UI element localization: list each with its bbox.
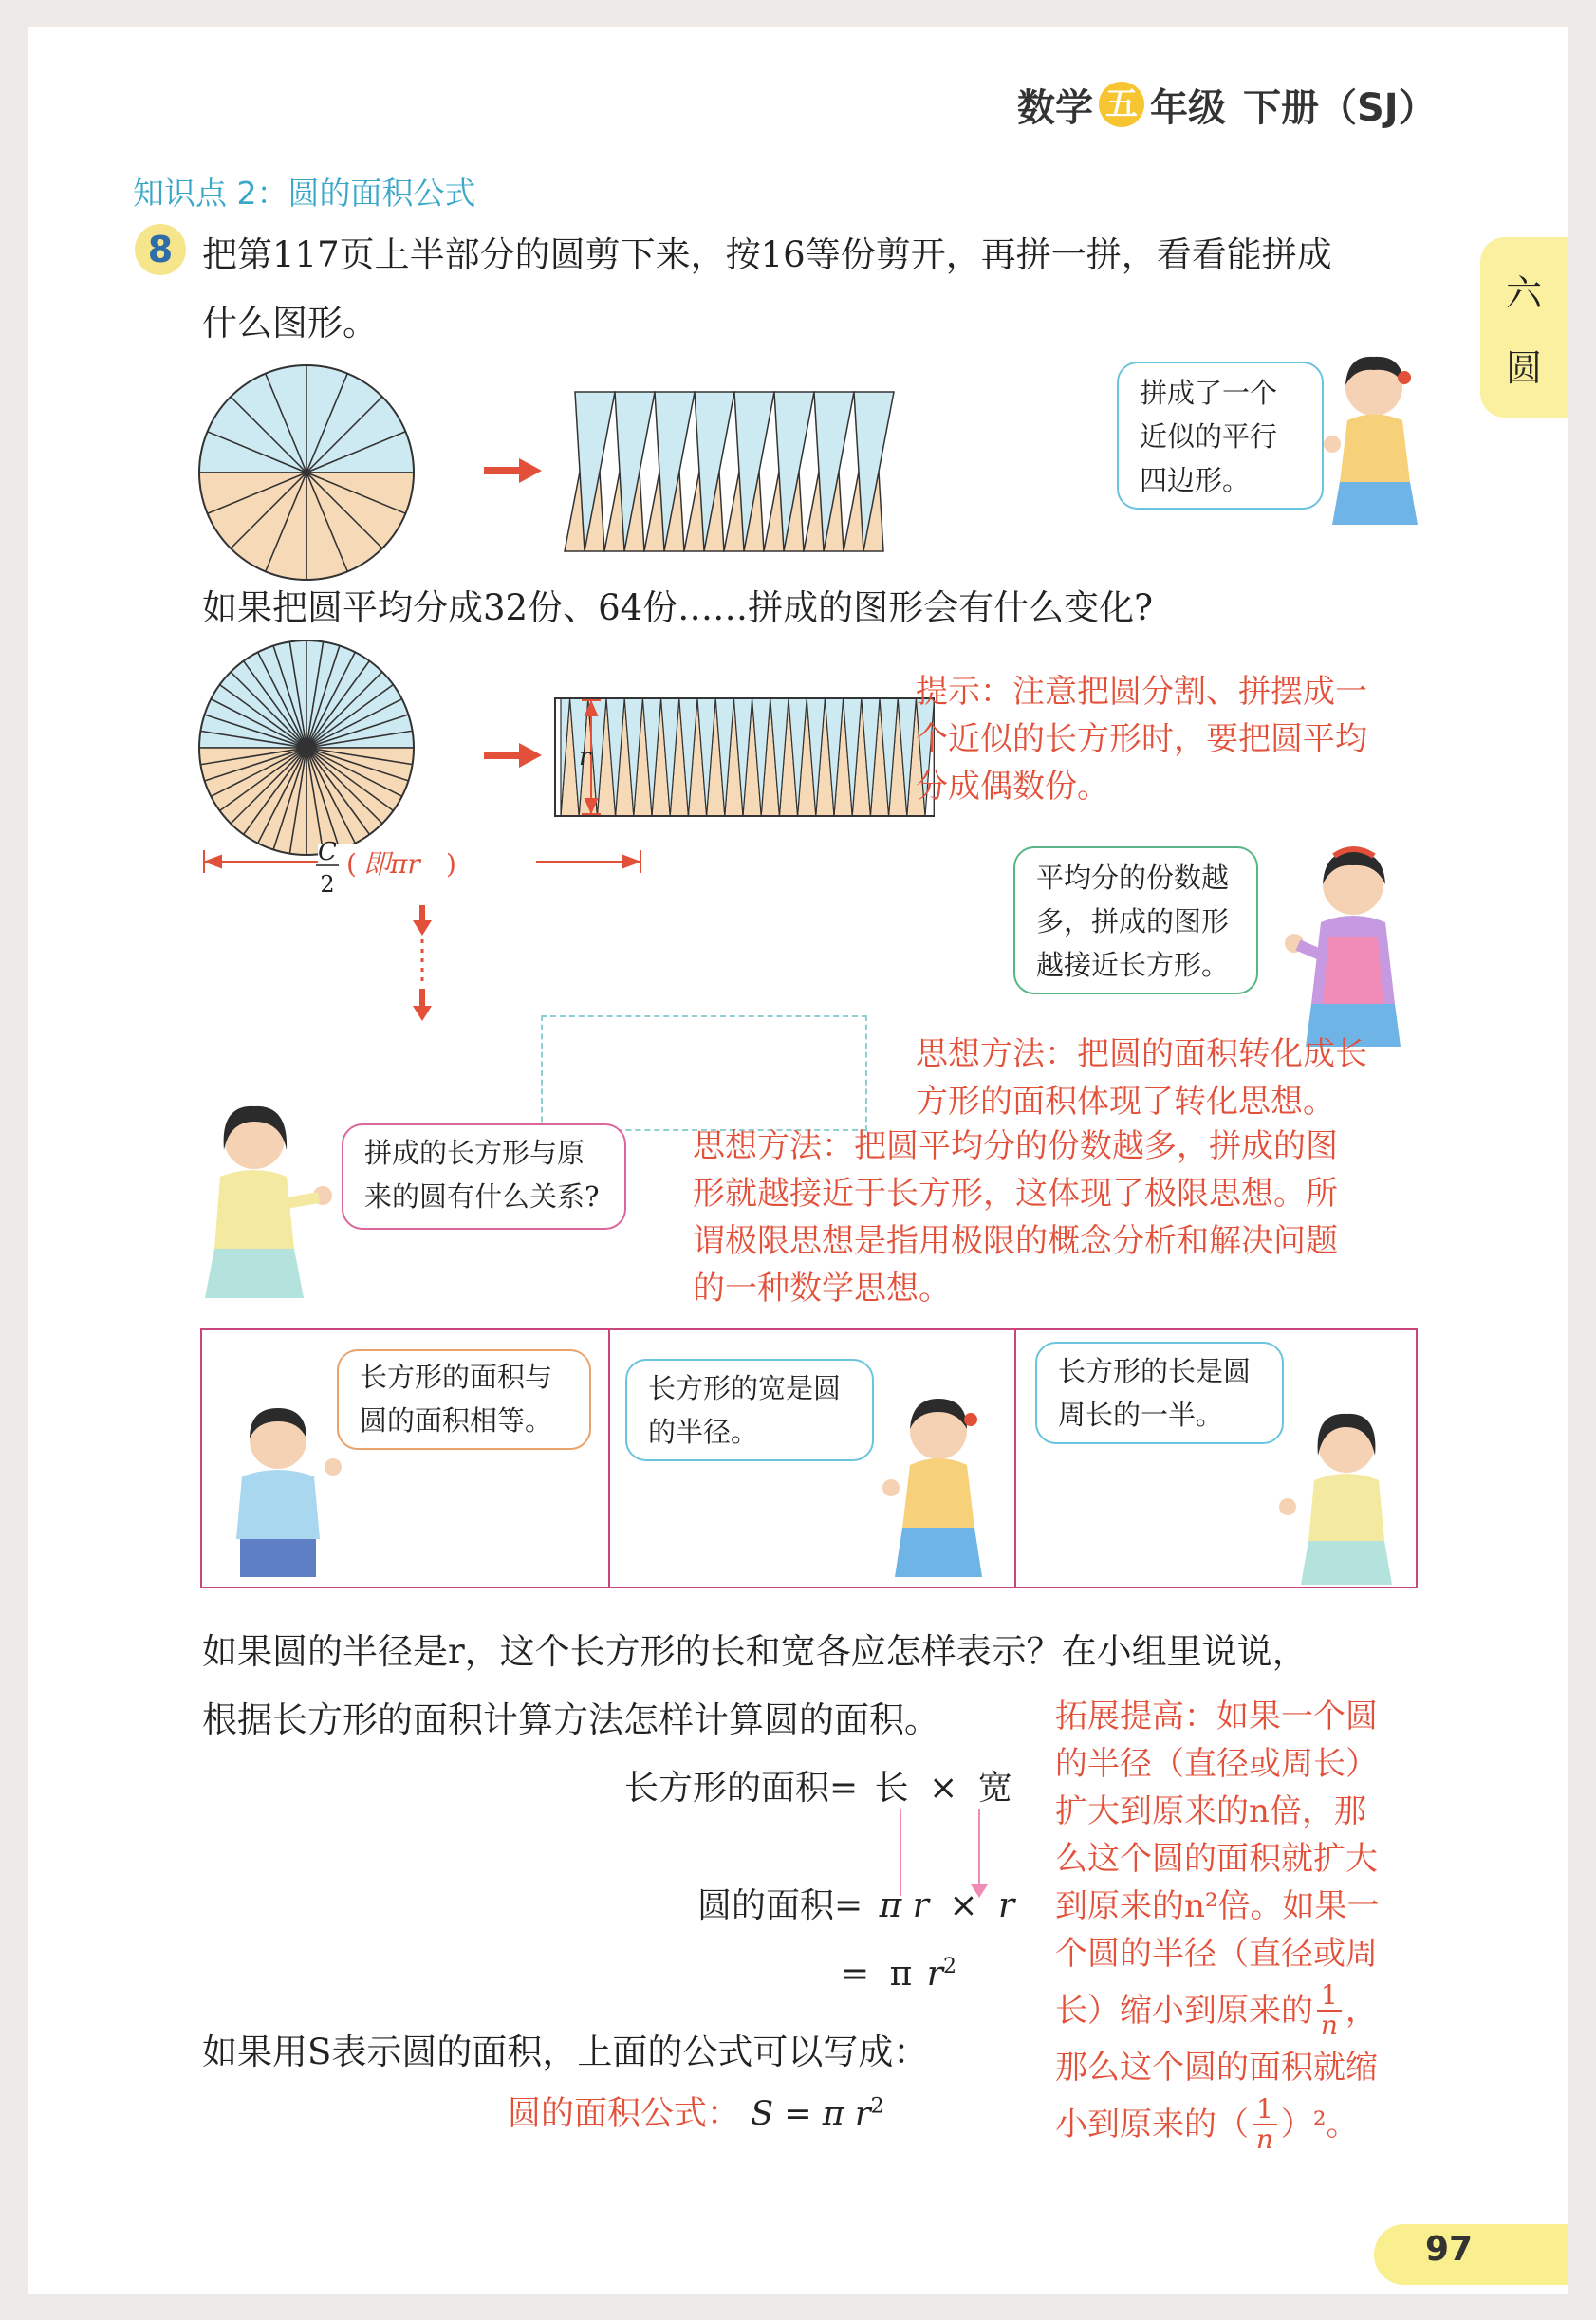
formula-times-2: × — [949, 1886, 978, 1925]
method-2-line: 谓极限思想是指用极限的概念分析和解决问题 — [693, 1222, 1338, 1260]
question-3-line-2: 根据长方形的面积计算方法怎样计算圆的面积。 — [202, 1699, 939, 1740]
question-4: 如果用S表示圆的面积，上面的公式可以写成： — [202, 2032, 929, 2072]
formula-circle-area — [697, 1879, 1014, 1927]
extension-line: 个圆的半径（直径或周 — [1055, 1935, 1378, 1973]
girl-illustration-1 — [1319, 349, 1433, 529]
base-label-paren-close: ) — [446, 848, 456, 880]
question-3-line-1: 如果圆的半径是r，这个长方形的长和宽各应怎样表示？在小组里说说， — [202, 1631, 1308, 1672]
hint-line: 个近似的长方形时，要把圆平均 — [916, 720, 1367, 758]
radius-label: r — [579, 743, 591, 771]
header-grade: 年级 — [1150, 85, 1226, 130]
panel-bubble-3 — [1035, 1342, 1284, 1444]
bubble-parallelogram — [1117, 362, 1324, 510]
formula-rect-label: 长方形的面积= — [624, 1769, 859, 1808]
formula-circle-label: 圆的面积= — [697, 1886, 863, 1925]
question-number: 8 — [135, 224, 186, 275]
method-1-line: 思想方法：把圆的面积转化成长 — [916, 1035, 1367, 1073]
bubble-line: 的半径。 — [648, 1416, 759, 1448]
bubble-more-parts — [1013, 846, 1258, 994]
extension-line: 拓展提高：如果一个圆 — [1055, 1698, 1378, 1735]
parallelogram-16 — [565, 392, 894, 551]
girl-illustration-4 — [876, 1387, 999, 1587]
hint-line: 分成偶数份。 — [916, 768, 1109, 806]
grade-badge: 五 — [1099, 82, 1144, 127]
extension-note — [1055, 1693, 1473, 2158]
fraction-numerator: 1 — [1317, 1981, 1342, 2012]
base-label-paren-open: ( — [346, 848, 357, 880]
method-1 — [916, 1030, 1485, 1125]
bubble-line: 圆的面积相等。 — [360, 1404, 553, 1437]
base-label-numerator: C — [318, 838, 337, 866]
circle-32-sectors — [199, 640, 414, 855]
formula-pi: π — [889, 1955, 913, 1994]
method-2-line: 形就越接近于长方形，这体现了极限思想。所 — [693, 1175, 1338, 1213]
hint-text — [916, 668, 1447, 810]
bubble-relation — [342, 1123, 626, 1230]
extension-line-7: 长）缩小到原来的 — [1055, 1992, 1313, 2030]
extension-line: 扩大到原来的n倍，那 — [1055, 1792, 1366, 1830]
connector-width — [978, 1809, 980, 1886]
formula-width: 宽 — [977, 1769, 1012, 1808]
question-2: 如果把圆平均分成32份、64份……拼成的图形会有什么变化? — [202, 587, 1153, 628]
fraction-numerator: 1 — [1253, 2095, 1277, 2125]
girl-illustration-5 — [1274, 1402, 1407, 1588]
bubble-line: 近似的平行 — [1140, 420, 1278, 453]
base-label-denominator: 2 — [320, 871, 335, 898]
bubble-line: 多，拼成的图形 — [1036, 905, 1230, 937]
fraction-denominator: n — [1255, 2124, 1273, 2155]
fraction-denominator: n — [1320, 2010, 1338, 2041]
bubble-line: 拼成了一个 — [1140, 377, 1278, 409]
formula-eq: = — [841, 1955, 870, 1994]
chapter-number: 六 — [1505, 272, 1542, 314]
extension-line: 到原来的n²倍。如果一 — [1055, 1887, 1380, 1925]
fraction-1-over-n — [1317, 1981, 1342, 2040]
bubble-line: 平均分的份数越 — [1036, 862, 1230, 894]
question-line-2: 什么图形。 — [202, 303, 378, 343]
bubble-line: 四边形。 — [1140, 464, 1251, 496]
girl-illustration-3 — [192, 1097, 343, 1306]
boy-illustration — [212, 1397, 354, 1587]
panel-divider — [608, 1330, 610, 1587]
extension-line-7-end: ， — [1345, 1992, 1378, 2030]
bubble-line: 周长的一半。 — [1058, 1399, 1224, 1431]
right-arrow-2 — [484, 743, 542, 768]
page-number: 97 — [1425, 2230, 1474, 2269]
bubble-line: 长方形的宽是圆 — [648, 1372, 842, 1404]
bubble-line: 拼成的长方形与原 — [364, 1137, 585, 1169]
empty-result-box — [541, 1015, 867, 1131]
formula-length: 长 — [874, 1769, 909, 1808]
method-2-line: 的一种数学思想。 — [693, 1270, 951, 1308]
area-formula-exp: 2 — [870, 2094, 884, 2119]
panel-divider — [1014, 1330, 1016, 1587]
discussion-panel — [200, 1328, 1418, 1588]
knowledge-point: 知识点 2：圆的面积公式 — [133, 175, 476, 212]
method-1-line: 方形的面积体现了转化思想。 — [916, 1083, 1335, 1121]
extension-line-9-end: ）²。 — [1280, 2106, 1359, 2144]
figure-16-sectors — [195, 354, 935, 582]
extension-line: 么这个圆的面积就扩大 — [1055, 1840, 1378, 1878]
extension-line: 的半径（直径或周长） — [1055, 1745, 1378, 1783]
extension-line-fraction — [1055, 1977, 1473, 2044]
page-header — [1017, 76, 1437, 133]
bubble-line: 长方形的面积与 — [360, 1361, 553, 1393]
extension-line-9: 小到原来的（ — [1055, 2106, 1249, 2144]
method-2 — [693, 1123, 1471, 1312]
bubble-line: 越接近长方形。 — [1036, 949, 1230, 981]
chapter-name: 圆 — [1505, 347, 1542, 389]
rectangle-32 — [555, 698, 935, 816]
down-arrow-dotted — [413, 905, 432, 1021]
header-subject: 数学 — [1017, 85, 1093, 130]
right-arrow-1 — [484, 458, 542, 483]
base-label-paren-text: 即πr — [363, 848, 420, 880]
formula-rect-area — [624, 1761, 1012, 1810]
bubble-line: 来的圆有什么关系? — [364, 1180, 600, 1213]
extension-line-fraction-2 — [1055, 2091, 1473, 2158]
formula-exp: 2 — [942, 1955, 956, 1978]
fraction-1-over-n-2 — [1253, 2095, 1277, 2154]
method-2-line: 思想方法：把圆平均分的份数越多，拼成的图 — [693, 1127, 1338, 1165]
chapter-tab — [1480, 237, 1568, 418]
panel-bubble-1 — [337, 1349, 591, 1450]
header-volume: 下册（SJ） — [1243, 85, 1437, 130]
formula-times: × — [929, 1769, 958, 1808]
formula-pi-r: π r — [879, 1886, 929, 1925]
panel-bubble-2 — [625, 1359, 874, 1461]
formula-result — [841, 1955, 956, 1994]
bubble-line: 长方形的长是圆 — [1058, 1355, 1252, 1387]
textbook-page — [28, 27, 1568, 2294]
area-formula — [508, 2088, 884, 2135]
hint-line: 提示：注意把圆分割、拼摆成一 — [916, 673, 1367, 711]
formula-r: r — [998, 1886, 1015, 1925]
girl-illustration-2 — [1271, 843, 1423, 1051]
area-formula-label: 圆的面积公式： — [508, 2095, 741, 2133]
figure-32-sectors — [195, 634, 935, 1070]
formula-r2: r — [926, 1955, 943, 1994]
extension-line: 那么这个圆的面积就缩 — [1055, 2049, 1378, 2087]
question-line-1: 把第117页上半部分的圆剪下来，按16等份剪开，再拼一拼，看看能拼成 — [202, 234, 1332, 275]
area-formula-expr: S = π r — [751, 2095, 871, 2133]
circle-16-sectors — [199, 365, 414, 580]
